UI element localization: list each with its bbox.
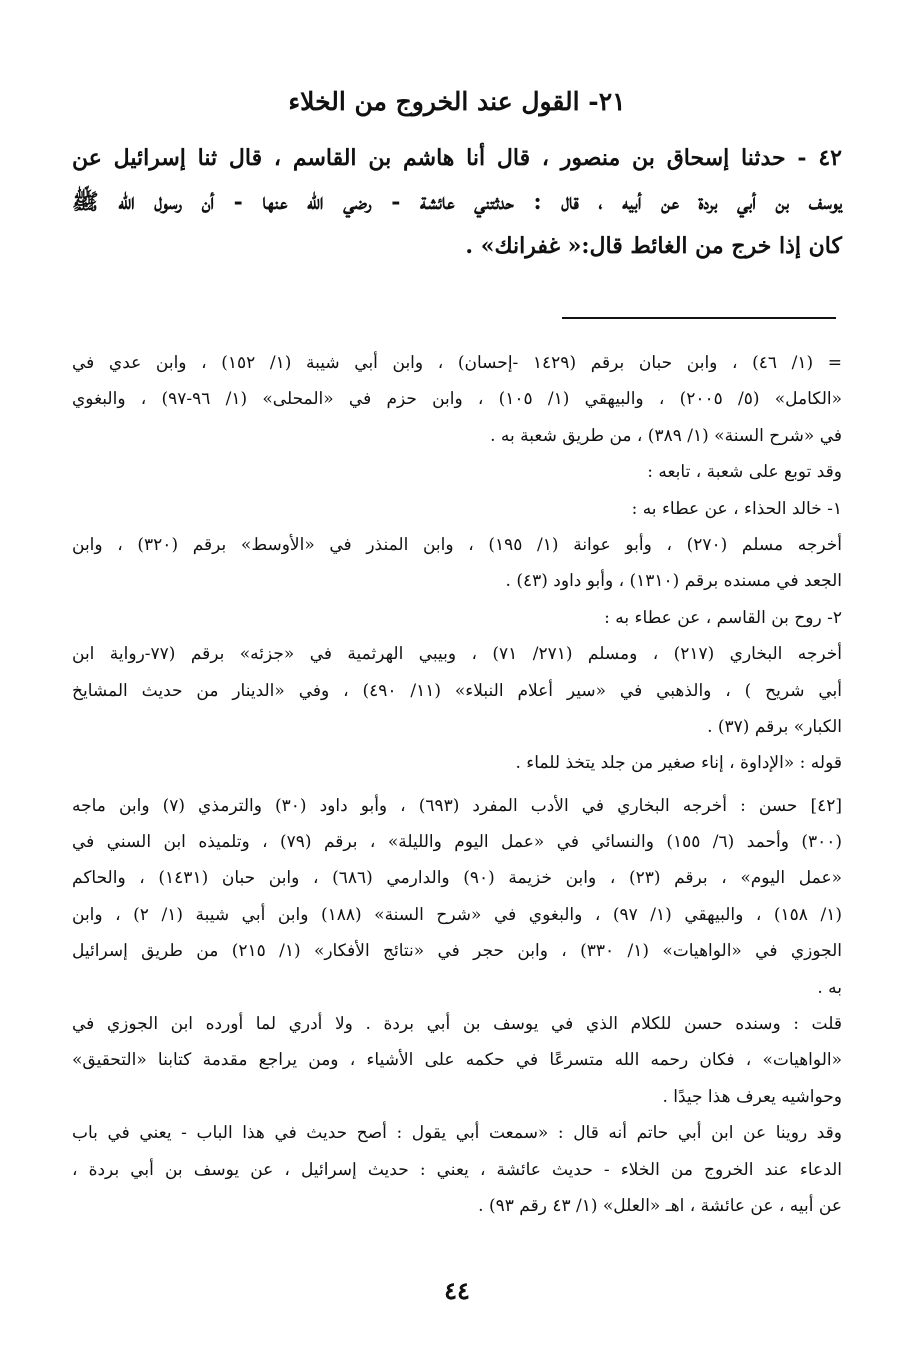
hadith-line: كان إذا خرج من الغائط قال:« غفرانك» . xyxy=(465,233,842,259)
chapter-title: ٢١- القول عند الخروج من الخلاء xyxy=(288,87,626,116)
footnotes xyxy=(72,345,842,1224)
footnote-line: في «شرح السنة» (١/ ٣٨٩) ، من طريق شعبة به . xyxy=(490,425,842,446)
footnote-line: الكبار» برقم (٣٧) . xyxy=(707,716,842,737)
hadith-line: ٤٢ - حدثنا إسحاق بن منصور ، قال أنا هاشم بن القاسم ، قال ثنا إسرائيل عن xyxy=(72,145,842,171)
footnote-line: ١- خالد الحذاء ، عن عطاء به : xyxy=(631,498,842,519)
takhrij-line: قلت : وسنده حسن للكلام الذي في يوسف بن أبي بردة . ولا أدري لما أورده ابن الجوزي في xyxy=(72,1014,842,1035)
page-number: ٤٤ xyxy=(444,1276,470,1305)
footnote-line: أبي شريح ) ، والذهبي في «سير أعلام النبلاء» (١١/ ٤٩٠) ، وفي «الدينار من حديث المشايخ xyxy=(72,680,842,701)
takhrij-line: (٣٠٠) وأحمد (٦/ ١٥٥) والنسائي في «عمل اليوم والليلة» ، برقم (٧٩) ، وتلميذه ابن السني في xyxy=(72,832,842,853)
footnote-line: «الكامل» (٥/ ٢٠٠٥) ، والبيهقي (١/ ١٠٥) ، وابن حزم في «المحلى» (١/ ٩٦-٩٧) ، والبغوي xyxy=(72,389,842,410)
footnote-line: أخرجه البخاري (٢١٧) ، ومسلم (٢٧١/ ٧١) ، وبيبي الهرثمية في «جزئه» برقم (٧٧-رواية ابن xyxy=(72,644,842,665)
footnote-line: أخرجه مسلم (٢٧٠) ، وأبو عوانة (١/ ١٩٥) ، وابن المنذر في «الأوسط» برقم (٣٢٠) ، وابن xyxy=(72,534,842,555)
footnote-line: الجعد في مسنده برقم (١٣١٠) ، وأبو داود (٤٣) . xyxy=(505,571,842,592)
takhrij-line: به . xyxy=(817,977,842,998)
footnote-line: قوله : «الإداوة ، إناء صغير من جلد يتخذ للماء . xyxy=(515,753,842,774)
takhrij-line: (١/ ١٥٨) ، والبيهقي (١/ ٩٧) ، والبغوي في «شرح السنة» (١٨٨) وابن أبي شيبة (١/ ٢) ، وابن xyxy=(72,904,842,925)
takhrij-line: [٤٢] حسن : أخرجه البخاري في الأدب المفرد (٦٩٣) ، وأبو داود (٣٠) والترمذي (٧) وابن ماجه xyxy=(72,795,842,816)
hadith-line: يوسف بن أبي بردة عن أبيه ، قال : حدثتني عائشة - رضي الله عنها - أن رسول الله ﷺ xyxy=(72,189,842,215)
footnote-line: وقد توبع على شعبة ، تابعه : xyxy=(647,462,842,483)
takhrij-line: عن أبيه ، عن عائشة ، اهـ «العلل» (١/ ٤٣ رقم ٩٣) . xyxy=(478,1195,842,1216)
takhrij-line: وقد روينا عن ابن أبي حاتم أنه قال : «سمعت أبي يقول : أصح حديث في هذا الباب - يعني في باب xyxy=(72,1123,842,1144)
footnote-line: = (١/ ٤٦) ، وابن حبان برقم (١٤٢٩ -إحسان) ، وابن أبي شيبة (١/ ١٥٢) ، وابن عدي في xyxy=(72,353,842,373)
takhrij-line: الدعاء عند الخروج من الخلاء - حديث عائشة ، يعني : حديث إسرائيل ، عن يوسف بن أبي بردة ، xyxy=(72,1159,842,1180)
takhrij-line: وحواشيه يعرف هذا جيدًا . xyxy=(662,1086,842,1107)
footnote-separator xyxy=(562,317,836,319)
takhrij-line: «الواهيات» ، فكان رحمه الله متسرعًا في حكمه على الأشياء ، ومن يراجع مقدمة كتابنا «التحقيق» xyxy=(72,1050,842,1071)
takhrij-line: الجوزي في «الواهيات» (١/ ٣٣٠) ، وابن حجر في «نتائج الأفكار» (١/ ٢١٥) من طريق إسرائيل xyxy=(72,941,842,962)
takhrij-line: «عمل اليوم» ، برقم (٢٣) ، وابن خزيمة (٩٠) والدارمي (٦٨٦) ، وابن حبان (١٤٣١) ، والحاكم xyxy=(72,868,842,889)
footnote-line: ٢- روح بن القاسم ، عن عطاء به : xyxy=(604,607,842,628)
hadith-text xyxy=(72,136,842,268)
